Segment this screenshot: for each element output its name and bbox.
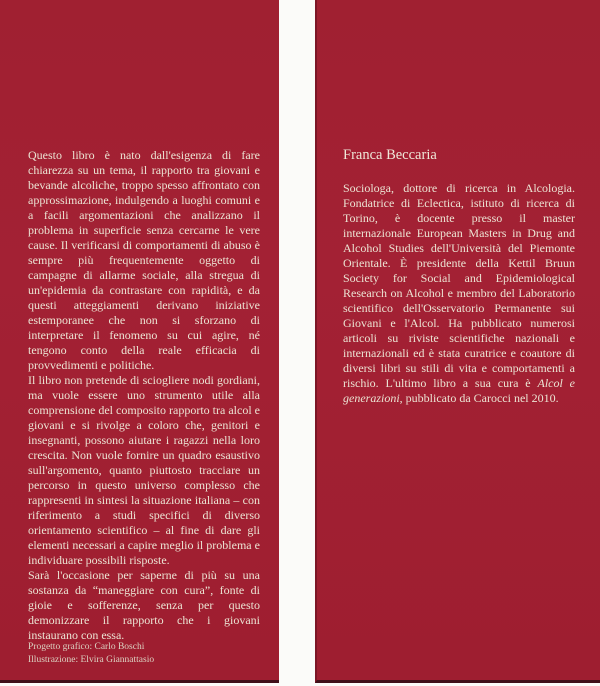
right-flap-panel <box>315 0 600 683</box>
credit-line-illustration: Illustrazione: Elvira Giannattasio <box>28 654 155 665</box>
description-paragraph-3: Sarà l'occasione per saperne di più su una sostanza da “maneggiare con cura”, fonte di gioie e sofferenze, senza per questo demonizzare il rapporto che i giovani instaurano con essa. <box>28 568 260 642</box>
author-name: Franca Beccaria <box>343 147 437 163</box>
book-description <box>28 148 260 643</box>
author-bio-text: Sociologa, dottore di ricerca in Alcologia. Fondatrice di Eclectica, istituto di ricerca di Torino, è docente presso il master internazionale European Masters in Drug and Alcohol Studies dell'Università del Piemonte Orientale. È presidente della Kettil Bruun Society for Social and Epidemiological Research on Alcohol e membro del Laboratorio scientifico dell'Osservatorio Permanente sui Giovani e l'Alcol. Ha pubblicato numerosi articoli su riviste scientifiche nazionali e internazionali ed è stata curatrice e coautore di diversi libri su stili di vita e comportamenti a rischio. L'ultimo libro a sua cura è <box>343 181 575 390</box>
credits <box>28 641 154 666</box>
author-bio-text-end: , pubblicato da Carocci nel 2010. <box>399 391 559 405</box>
description-paragraph-1: Questo libro è nato dall'esigenza di fare chiarezza su un tema, il rapporto tra giovani e bevande alcoliche, troppo spesso affrontato con approssimazione, indulgendo a luoghi comuni e a facili argomentazioni che analizzano il problema in superficie senza cercarne le vere cause. Il verificarsi di comportamenti di abuso è sempre più frequentemente oggetto di campagne di allarme sociale, alla stregua di un'epidemia da contrastare con rapidità, e da questi atteggiamenti derivano iniziative estemporanee che non si sforzano di interpretare il fenomeno su cui agire, né tengono conto della reale efficacia di provvedimenti e politiche. <box>28 148 260 372</box>
left-flap-panel <box>0 0 279 683</box>
description-paragraph-2: Il libro non pretende di sciogliere nodi gordiani, ma vuole essere uno strumento utile alla comprensione del composito rapporto tra alcol e giovani e si rivolge a coloro che, genitori e insegnanti, possono aiutare i ragazzi nella loro crescita. Non vuole fornire un quadro esaustivo sull'argomento, quanto piuttosto tracciare un percorso in questo universo complesso che rappresenti in sintesi la situazione italiana – con riferimento a studi specifici di diverso orientamento scientifico – al fine di dare gli elementi necessari a capire meglio il problema e individuare possibili risposte. <box>28 373 260 567</box>
author-bio-block <box>343 147 575 406</box>
author-bio <box>343 181 575 406</box>
credit-line-graphic-design: Progetto grafico: Carlo Boschi <box>28 642 145 652</box>
bio-italic-book-title: Alcol e generazioni <box>343 376 575 405</box>
